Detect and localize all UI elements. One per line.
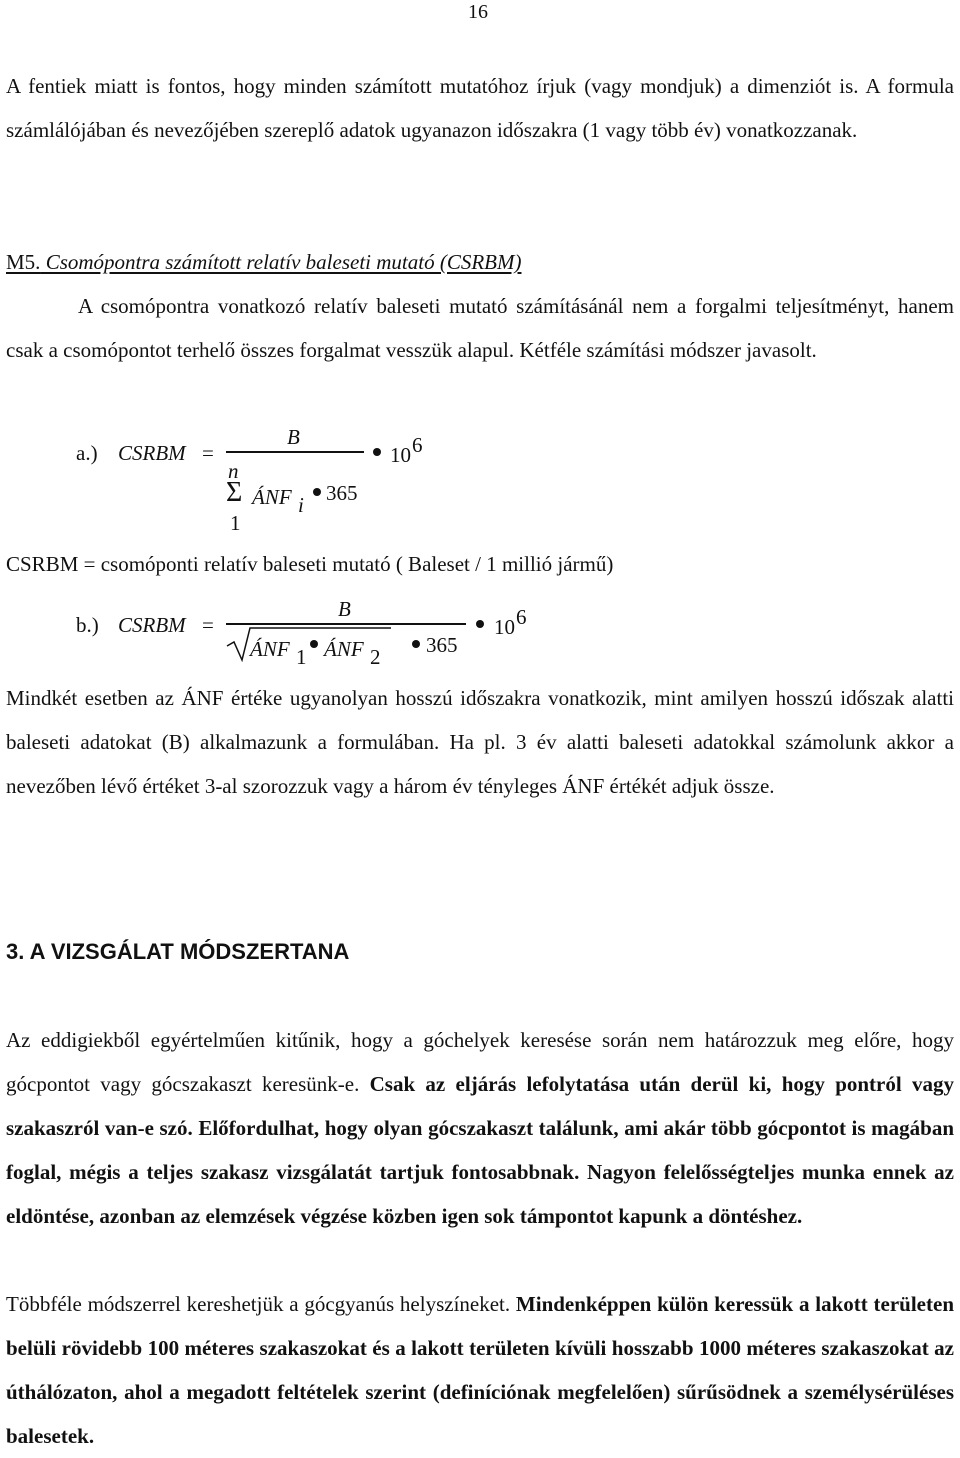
section-paragraph-1 (6, 1018, 954, 1238)
formula-a-ten: 10 (390, 443, 411, 467)
formula-a-caption: CSRBM = csomóponti relatív baleseti mutató ( Baleset / 1 millió jármű) (6, 552, 614, 576)
formula-b-ten: 10 (494, 615, 515, 639)
m5-label: M5. (6, 250, 41, 274)
m5-title (6, 240, 521, 284)
explanation-paragraph: Mindkét esetben az ÁNF értéke ugyanolyan hosszú időszakra vonatkozik, mint amilyen hosszú időszak alatti baleseti adatokat (B) alkalmazunk a formulában. Ha pl. 3 év alatti baleseti adatokkal számolunk akkor a nevezőben lévő értéket 3-al szorozzuk vagy a három év tényleges ÁNF értékét adjuk össze. (6, 686, 954, 798)
section-heading: 3. A VIZSGÁLAT MÓDSZERTANA (6, 939, 350, 964)
formula-b-multiply-dot (310, 640, 318, 648)
section-paragraph-2-normal: Többféle módszerrel kereshetjük a gócgyanús helyszíneket. (6, 1292, 516, 1316)
formula-b-days: 365 (426, 633, 458, 657)
intro-paragraph: A fentiek miatt is fontos, hogy minden számított mutatóhoz írjuk (vagy mondjuk) a dimenziót is. A formula számlálójában és nevezőjében szereplő adatok ugyanazon időszakra (1 vagy több év) vonatkozzanak. (6, 74, 954, 142)
m5-title-text: Csomópontra számított relatív baleseti mutató (CSRBM) (40, 250, 522, 274)
section-paragraph-1-normal: Az eddigiekből egyértelműen kitűnik, hogy a góchelyek keresése során nem határozzuk meg előre, hogy gócpontot vagy gócszakaszt keresünk-e. (6, 1028, 954, 1096)
m5-body-text: A csomópontra vonatkozó relatív baleseti mutató számításánál nem a forgalmi teljesítményt, hanem csak a csomópontot terhelő összes forgalmat vesszük alapul. Kétféle számítási módszer javasolt. (6, 294, 954, 362)
formula-a-sigma: Σ (226, 477, 243, 508)
formula-b-index-2: 2 (370, 645, 381, 669)
formula-a-equals: = (202, 441, 214, 465)
formula-a-fraction-bar (226, 451, 364, 453)
formula-b-anf-1: ÁNF (250, 637, 290, 661)
formula-b-sqrt-sign (226, 626, 392, 662)
m5-body-paragraph (6, 284, 954, 372)
formula-a-multiply-dot (313, 488, 321, 496)
formula-a-multiply-dot (373, 448, 381, 456)
formula-b-anf-2: ÁNF (324, 637, 364, 661)
formula-a-sum-lower: 1 (230, 511, 241, 535)
formula-a-lhs: CSRBM (118, 441, 186, 465)
section-paragraph-1-bold: Csak az eljárás lefolytatása után derül ki, hogy pontról vagy szakaszról van-e szó. Előfordulhat, hogy olyan gócszakaszt találunk, ami akár több gócpontot is magában foglal, mégis a teljes szakasz vizsgálatát tartjuk fontosabbnak. Nagyon felelősségteljes munka ennek az eldöntése, azonban az elemzések végzése közben igen sok támpontot kapunk a döntéshez. (6, 1072, 954, 1228)
formula-a-sum-upper: n (228, 459, 239, 483)
formula-a-anf: ÁNF (252, 485, 292, 509)
formula-b-multiply-dot (412, 640, 420, 648)
formula-b-equals: = (202, 613, 214, 637)
page-number: 16 (468, 1, 488, 23)
formula-b-index-1: 1 (296, 645, 307, 669)
formula-b-lhs: CSRBM (118, 613, 186, 637)
formula-a-exponent: 6 (412, 433, 423, 457)
formula-b-multiply-dot (476, 620, 484, 628)
section-paragraph-2-bold: Mindenképpen külön keressük a lakott területen belüli rövidebb 100 méteres szakaszokat és a lakott területen kívüli hosszabb 1000 méteres szakaszokat az úthálózaton, ahol a megadott feltételek szerint (definíciónak megfelelően) sűrűsödnek a személysérüléses balesetek. (6, 1292, 954, 1448)
formula-a-days: 365 (326, 481, 358, 505)
formula-b-fraction-bar (226, 623, 466, 625)
formula-b-exponent: 6 (516, 605, 527, 629)
formula-a-label: a.) (76, 441, 98, 465)
formula-b-label: b.) (76, 613, 99, 637)
formula-a-numerator: B (287, 425, 300, 449)
formula-a-index: i (298, 493, 304, 517)
section-paragraph-2 (6, 1282, 954, 1458)
formula-b-numerator: B (338, 597, 351, 621)
